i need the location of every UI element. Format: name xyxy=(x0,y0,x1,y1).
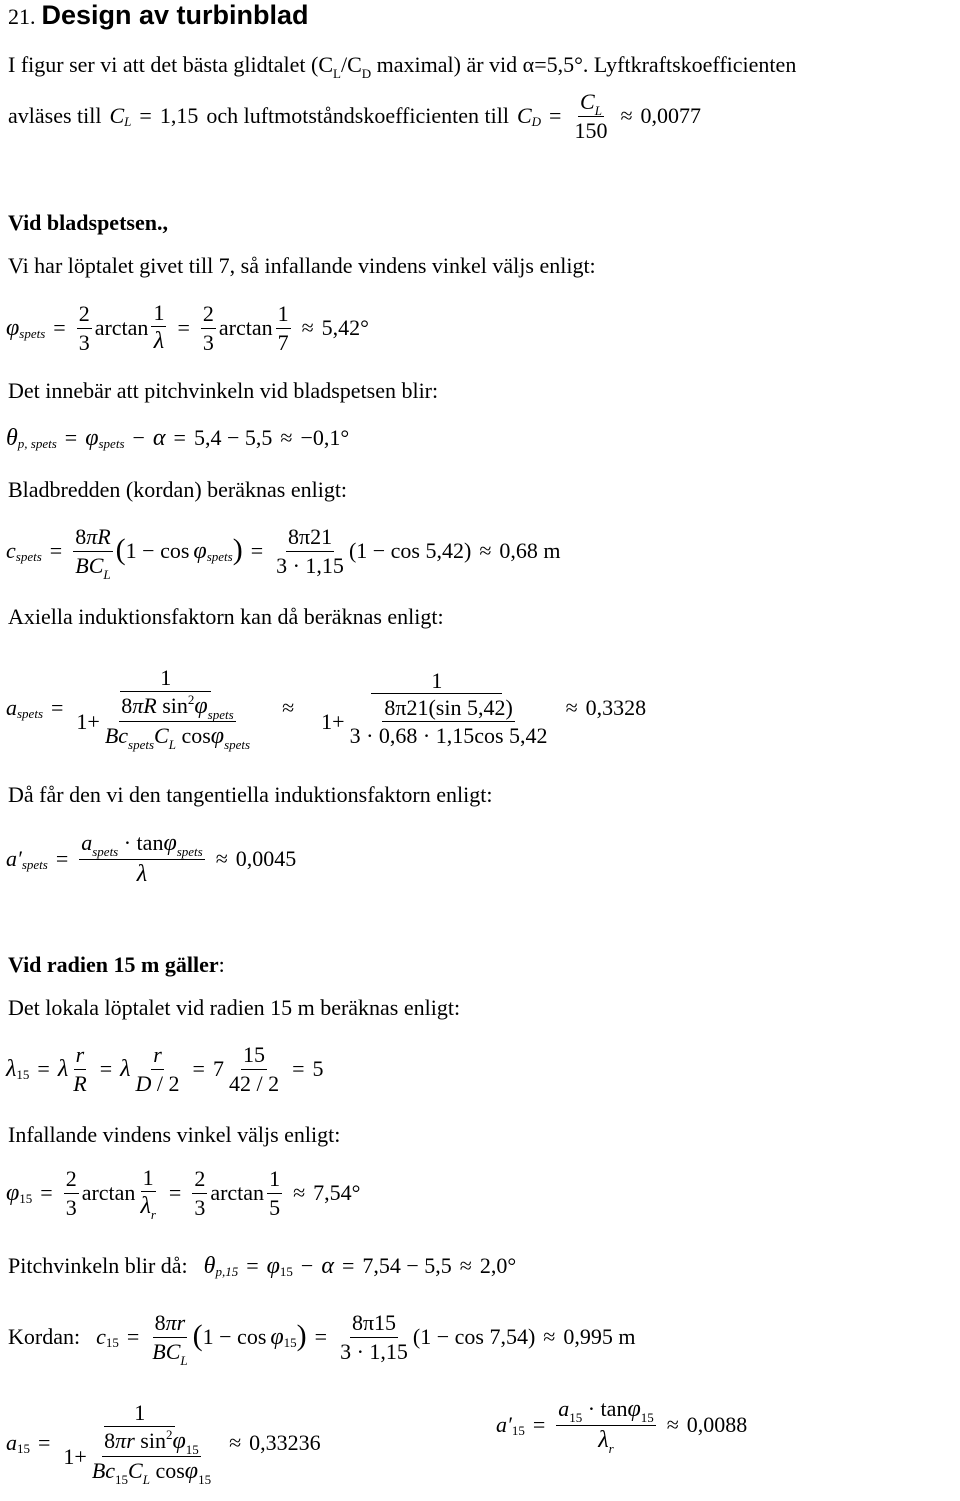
tip-text-5: Då får den vi den tangentiella induktionsfaktorn enligt: xyxy=(8,782,493,807)
r15-text-1: Det lokala löptalet vid radien 15 m beräknas enligt: xyxy=(8,995,461,1020)
tip-text-3: Bladbredden (kordan) beräknas enligt: xyxy=(8,477,348,502)
chord15-result: 0,995 m xyxy=(563,1324,636,1349)
chord15-paren: (1 − cos 7,54) xyxy=(412,1324,536,1349)
intro-text-b: /C xyxy=(340,52,362,77)
chord-tip-equation: c spets = $\frac{8\pi R}{BC_L}$ ( 1 − cos φ spets ) = $\frac{8\pi 21}{3 \cdot 1,15}$ (1 − cos 5,42) ≈ 0,68 m xyxy=(6,524,561,582)
kordan-label: Kordan: xyxy=(8,1324,81,1349)
r15-text-2: Infallande vindens vinkel väljs enligt: xyxy=(8,1122,341,1147)
aprime-tip-result: 0,0045 xyxy=(235,846,297,871)
phi-tip-equation: φ spets = $\frac{2}{3}$ arctan $\frac{1}{\lambda}$ = $\frac{2}{3}$ arctan $\frac{1}{7}$ ≈ 5,42° xyxy=(6,300,369,355)
chord-tip-paren: (1 − cos 5,42) xyxy=(348,538,472,563)
r15-heading-text: Vid radien 15 m gäller xyxy=(8,952,219,977)
intro-text-e: avläses till xyxy=(8,103,102,128)
lambda15-result: 5 xyxy=(312,1056,324,1081)
intro-text-a: I figur ser vi att det bästa glidtalet (C xyxy=(8,52,334,77)
pitch-label: Pitchvinkeln blir då: xyxy=(8,1253,188,1278)
a-tip-equation: a spets = 1 1+ $\frac{8\pi R \sin^2\varphi_{spets}}{Bc_{spets}C_L \cos\varphi_{spets}}$ ≈ 1 1+ $\frac{8\pi 21(\sin 5,42)}{3 \cdot 0,68 \cdot 1,15\cos 5,42}$ ≈ 0,3328 xyxy=(6,665,647,753)
r15-heading xyxy=(8,952,225,978)
chord-tip-result: 0,68 m xyxy=(499,538,561,563)
theta15-expr: 7,54 − 5,5 xyxy=(362,1253,452,1278)
theta15-equation: Pitchvinkeln blir då: θ p,15 = φ 15 − α = 7,54 − 5,5 ≈ 2,0° xyxy=(8,1252,517,1279)
intro-text-c: maximal) är vid xyxy=(371,52,523,77)
theta-tip-expr: 5,4 − 5,5 xyxy=(193,425,273,450)
intro-line-2: avläses till C L = 1,15 och luftmotståndskoefficienten till C D = $\frac{C_L}{150}$ ≈ 0,0077 xyxy=(8,89,702,143)
cd-fraction: $\frac{C_L}{150}$ xyxy=(574,89,608,143)
section-number: 21. xyxy=(8,4,36,29)
theta15-result: 2,0° xyxy=(479,1253,517,1278)
phi15-result: 7,54° xyxy=(313,1180,361,1205)
a15-result: 0,33236 xyxy=(249,1430,321,1455)
section-heading xyxy=(8,0,309,31)
aprime-tip-equation: a′ spets = $\frac{a_{spets} \cdot \tan\varphi_{spets}}{\lambda}$ ≈ 0,0045 xyxy=(6,829,297,887)
aprime15-result: 0,0088 xyxy=(686,1412,748,1437)
tip-text-1: Vi har löptalet givet till 7, så infallande vindens vinkel väljs enligt: xyxy=(8,253,596,278)
theta-tip-equation: θ p, spets = φ spets − α = 5,4 − 5,5 ≈ −0,1° xyxy=(6,424,350,451)
r15-heading-colon: : xyxy=(218,952,225,977)
phi15-equation: φ 15 = $\frac{2}{3}$ arctan $\frac{1}{\lambda_r}$ = $\frac{2}{3}$ arctan $\frac{1}{5}$ ≈ 7,54° xyxy=(6,1165,361,1223)
cl-value: 1,15 xyxy=(159,103,199,128)
a15-equation: a 15 = 1 1+ $\frac{8\pi r \sin^2\varphi_{15}}{Bc_{15}C_L \cos\varphi_{15}}$ ≈ 0,33236 xyxy=(6,1400,321,1488)
tip-text-2: Det innebär att pitchvinkeln vid bladspetsen blir: xyxy=(8,378,439,403)
tip-text-4: Axiella induktionsfaktorn kan då beräknas enligt: xyxy=(8,604,444,629)
phi-tip-result: 5,42° xyxy=(321,315,369,340)
section-title: Design av turbinblad xyxy=(41,0,309,30)
a-tip-result: 0,3328 xyxy=(585,695,647,720)
theta-tip-result: −0,1° xyxy=(300,425,350,450)
intro-text-d: =5,5°. Lyftkraftskoefficienten xyxy=(534,52,797,77)
cd-value: 0,0077 xyxy=(640,103,702,128)
intro-text-f: och luftmotståndskoefficienten till xyxy=(206,103,509,128)
alpha-symbol: α xyxy=(522,52,535,77)
lambda15-equation: λ 15 = λ $\frac{r}{R}$ = λ $\frac{r}{D / 2}$ = 7 $\frac{15}{42 / 2}$ = 5 xyxy=(6,1042,324,1096)
tip-heading: Vid bladspetsen., xyxy=(8,210,168,235)
chord15-equation: Kordan: c 15 = $\frac{8\pi r}{BC_L}$ ( 1 − cos φ 15 ) = $\frac{8\pi 15}{3 \cdot 1,15}$ (1 − cos 7,54) ≈ 0,995 m xyxy=(8,1310,636,1368)
aprime15-equation: a′ 15 = $\frac{a_{15} \cdot \tan\varphi_{15}}{\lambda_r}$ ≈ 0,0088 xyxy=(496,1395,748,1456)
intro-line-1: I figur ser vi att det bästa glidtalet ($C_L/C_D$ maximal) är vid α=5,5°. Lyftkraftskoefficienten xyxy=(8,52,797,81)
